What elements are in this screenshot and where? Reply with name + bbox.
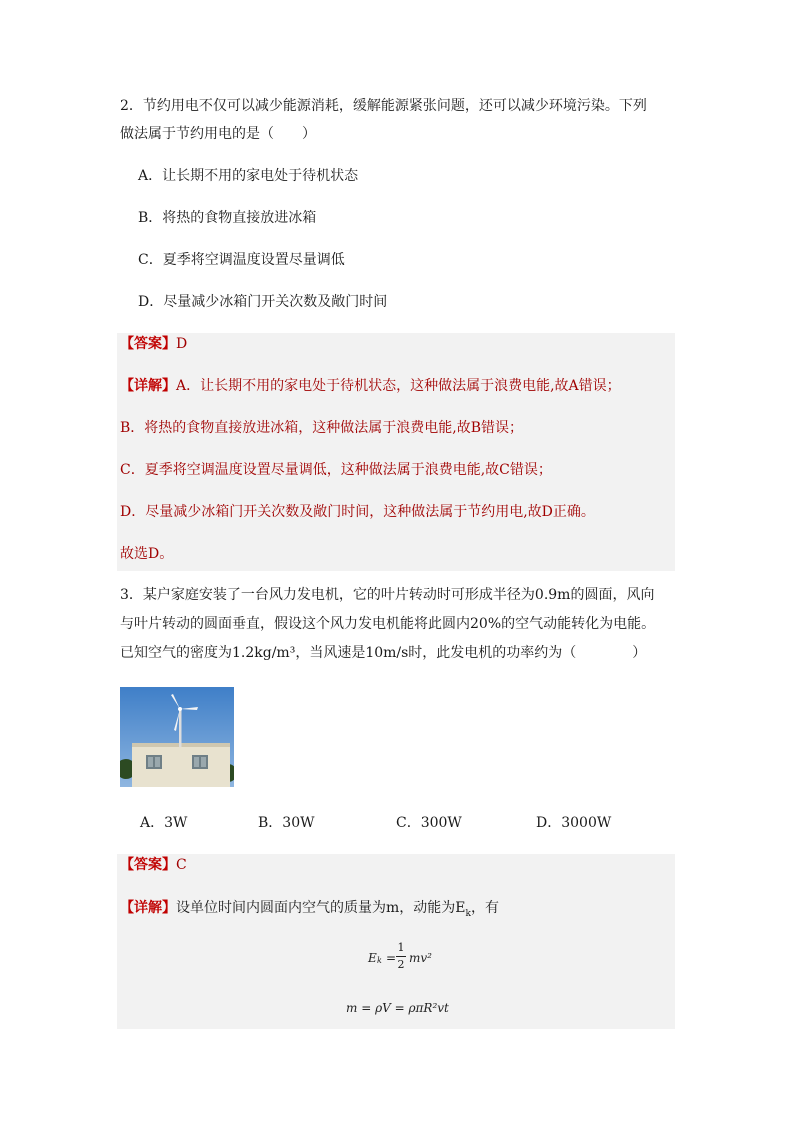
q2-answer-value: D — [176, 336, 188, 352]
formula-mass: m = ρV = ρπR²vt — [346, 1001, 449, 1015]
q2-detail-line4: D．尽量减少冰箱门开关次数及敞门时间，这种做法属于节约用电,故D正确。 — [120, 504, 595, 520]
q3-option-a: A．3W — [140, 815, 188, 831]
q2-answer-box — [117, 333, 675, 571]
q3-answer-tag: 【答案】 — [120, 857, 176, 873]
q2-stem-line1: 2．节约用电不仅可以减少能源消耗，缓解能源紧张问题，还可以减少环境污染。下列 — [120, 98, 647, 114]
q2-detail-line1 — [120, 376, 621, 396]
q3-option-d: D．3000W — [536, 815, 612, 831]
q3-detail-line — [120, 898, 499, 924]
q2-option-b: B．将热的食物直接放进冰箱 — [138, 210, 317, 226]
q3-stem-line2: 与叶片转动的圆面垂直，假设这个风力发电机能将此圆内20%的空气动能转化为电能。 — [120, 616, 656, 632]
formula1-sub: k — [377, 956, 382, 965]
formula1-rhs: mv² — [409, 951, 432, 965]
q2-conclusion: 故选D。 — [120, 546, 174, 562]
formula1-eq: = — [386, 951, 397, 965]
q2-option-a: A．让长期不用的家电处于待机状态 — [138, 168, 359, 184]
q2-answer — [120, 334, 187, 354]
q3-stem-line1: 3．某户家庭安装了一台风力发电机，它的叶片转动时可形成半径为0.9m的圆面，风向 — [120, 587, 655, 603]
q2-detail-line3: C．夏季将空调温度设置尽量调低，这种做法属于浪费电能,故C错误； — [120, 462, 552, 478]
q2-answer-tag: 【答案】 — [120, 336, 176, 352]
formula1-fraction-bar — [396, 956, 406, 957]
q3-answer-value: C — [176, 857, 187, 873]
q3-answer — [120, 855, 187, 875]
q2-option-c: C．夏季将空调温度设置尽量调低 — [138, 252, 345, 268]
q3-detail-tag: 【详解】 — [120, 900, 176, 916]
wind-turbine-photo — [120, 687, 234, 787]
q2-option-d: D．尽量减少冰箱门开关次数及敞门时间 — [138, 294, 388, 310]
q3-detail-sub: k — [465, 908, 471, 919]
q3-stem-line3: 已知空气的密度为1.2kg/m³，当风速是10m/s时，此发电机的功率约为（ ） — [120, 645, 647, 661]
formula1-numerator: 1 — [397, 941, 405, 954]
q3-detail-end: ，有 — [470, 900, 499, 916]
q3-detail-text: 设单位时间内圆面内空气的质量为m，动能为E — [176, 900, 466, 916]
q2-stem-line2: 做法属于节约用电的是（ ） — [120, 126, 316, 142]
q2-detail-tag: 【详解】 — [120, 378, 176, 394]
q3-option-c: C．300W — [396, 815, 462, 831]
q2-detail-line2: B．将热的食物直接放进冰箱，这种做法属于浪费电能,故B错误； — [120, 420, 524, 436]
formula1-e: E — [368, 951, 377, 965]
q3-option-b: B．30W — [258, 815, 315, 831]
q2-detail-text-a: A．让长期不用的家电处于待机状态，这种做法属于浪费电能,故A错误； — [176, 378, 621, 394]
formula1-denominator: 2 — [397, 958, 405, 971]
